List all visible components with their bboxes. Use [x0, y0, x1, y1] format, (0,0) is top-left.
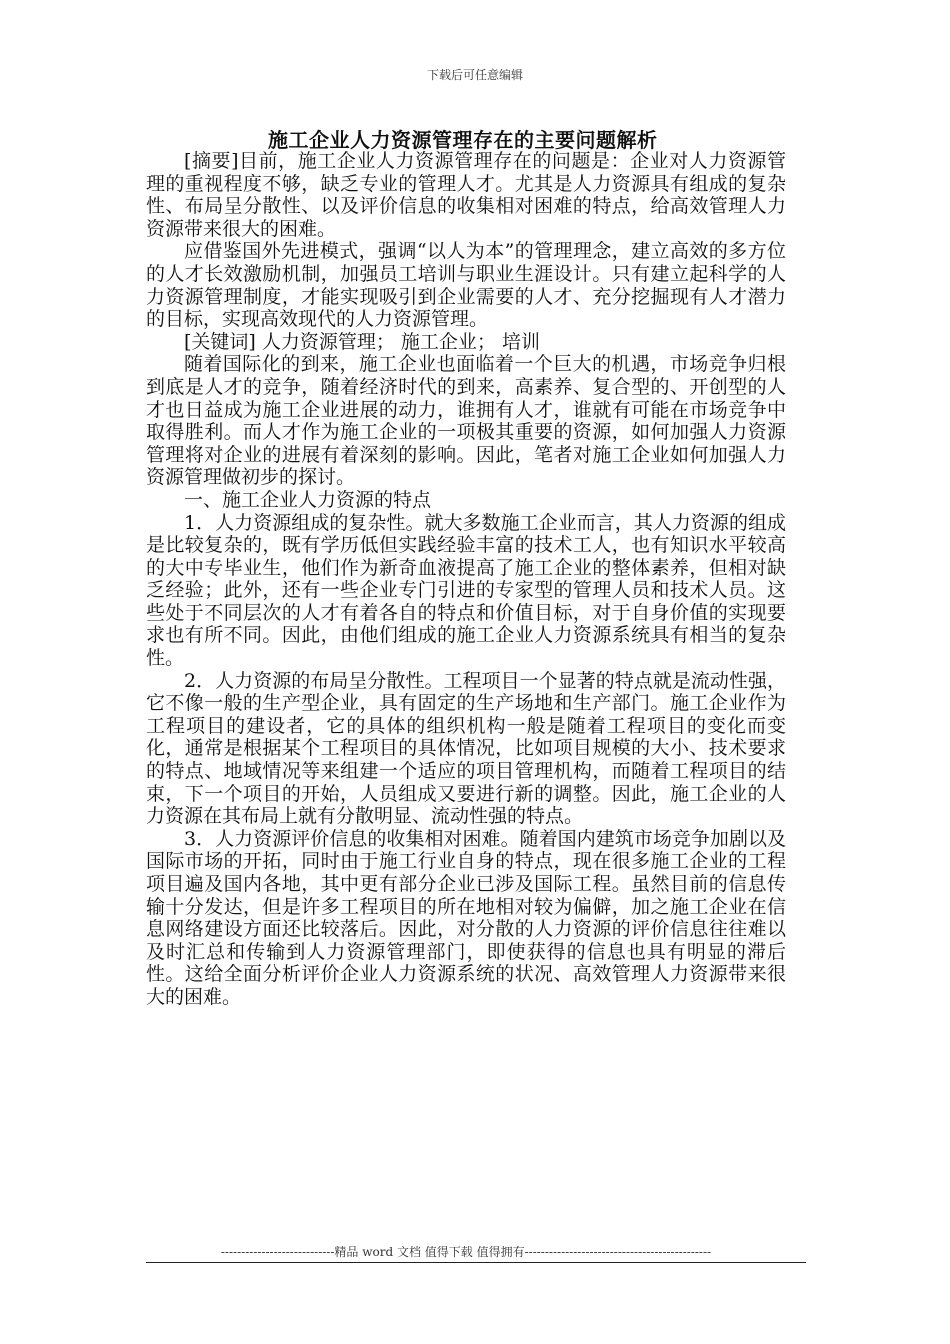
section-heading: 一、施工企业人力资源的特点 — [184, 488, 432, 511]
keywords-line: [关键词] 人力资源管理； 施工企业； 培训 — [184, 330, 540, 353]
body-paragraph: 3．人力资源评价信息的收集相对困难。随着国内建筑市场竞争加剧以及国际市场的开拓，同时由于施工行业自身的特点，现在很多施工企业的工程项目遍及国内各地，其中更有部分企业已涉及国际工程。虽然目前的信息传输十分发达，但是许多工程项目的所在地相对较为偏僻，加之施工企业在信息网络建设方面还比较落后。因此，对分散的人力资源的评价信息往往难以及时汇总和传输到人力资源管理部门，即使获得的信息也具有明显的滞后性。这给全面分析评价企业人力资源系统的状况、高效管理人力资源带来很大的困难。 — [146, 827, 786, 1008]
abstract-paragraph: [摘要]目前，施工企业人力资源管理存在的问题是：企业对人力资源管理的重视程度不够，缺乏专业的管理人才。尤其是人力资源具有组成的复杂性、布局呈分散性、以及评价信息的收集相对困难的特点，给高效管理人力资源带来很大的困难。 — [146, 150, 786, 240]
body-paragraph: 随着国际化的到来，施工企业也面临着一个巨大的机遇，市场竞争归根到底是人才的竞争，随着经济时代的到来，高素养、复合型的、开创型的人才也日益成为施工企业进展的动力，谁拥有人才，谁就有可能在市场竞争中取得胜利。而人才作为施工企业的一项极其重要的资源，如何加强人力资源管理将对企业的进展有着深刻的影响。因此，笔者对施工企业如何加强人力资源管理做初步的探讨。 — [146, 353, 786, 489]
document-title: 施工企业人力资源管理存在的主要问题解析 — [268, 128, 658, 152]
page-header: 下载后可任意编辑 — [426, 68, 523, 82]
body-paragraph: 1．人力资源组成的复杂性。就大多数施工企业而言，其人力资源的组成是比较复杂的，既有学历低但实践经验丰富的技术工人，也有知识水平较高的大中专毕业生，他们作为新奇血液提高了施工企业的整体素养，但相对缺乏经验；此外，还有一些企业专门引进的专家型的管理人员和技术人员。这些处于不同层次的人才有着各自的特点和价值目标，对于自身价值的实现要求也有所不同。因此，由他们组成的施工企业人力资源系统具有相当的复杂性。 — [146, 511, 786, 670]
document-body — [146, 150, 786, 1009]
body-paragraph: 应借鉴国外先进模式，强调“以人为本”的管理理念，建立高效的多方位的人才长效激励机制，加强员工培训与职业生涯设计。只有建立起科学的人力资源管理制度，才能实现吸引到企业需要的人才、充分挖掘现有人才潜力的目标，实现高效现代的人力资源管理。 — [146, 240, 786, 331]
footer-divider — [146, 1262, 806, 1263]
body-paragraph: 2．人力资源的布局呈分散性。工程项目一个显著的特点就是流动性强，它不像一般的生产型企业，具有固定的生产场地和生产部门。施工企业作为工程项目的建设者，它的具体的组织机构一般是随着工程项目的变化而变化，通常是根据某个工程项目的具体情况，比如项目规模的大小、技术要求的特点、地域情况等来组建一个适应的项目管理机构，而随着工程项目的结束，下一个项目的开始，人员组成又要进行新的调整。因此，施工企业的人力资源在其布局上就有分散明显、流动性强的特点。 — [146, 669, 786, 828]
page-footer: ----------------------------精品 word 文档 值得下载 值得拥有---------------------------------------------- — [220, 1245, 712, 1259]
